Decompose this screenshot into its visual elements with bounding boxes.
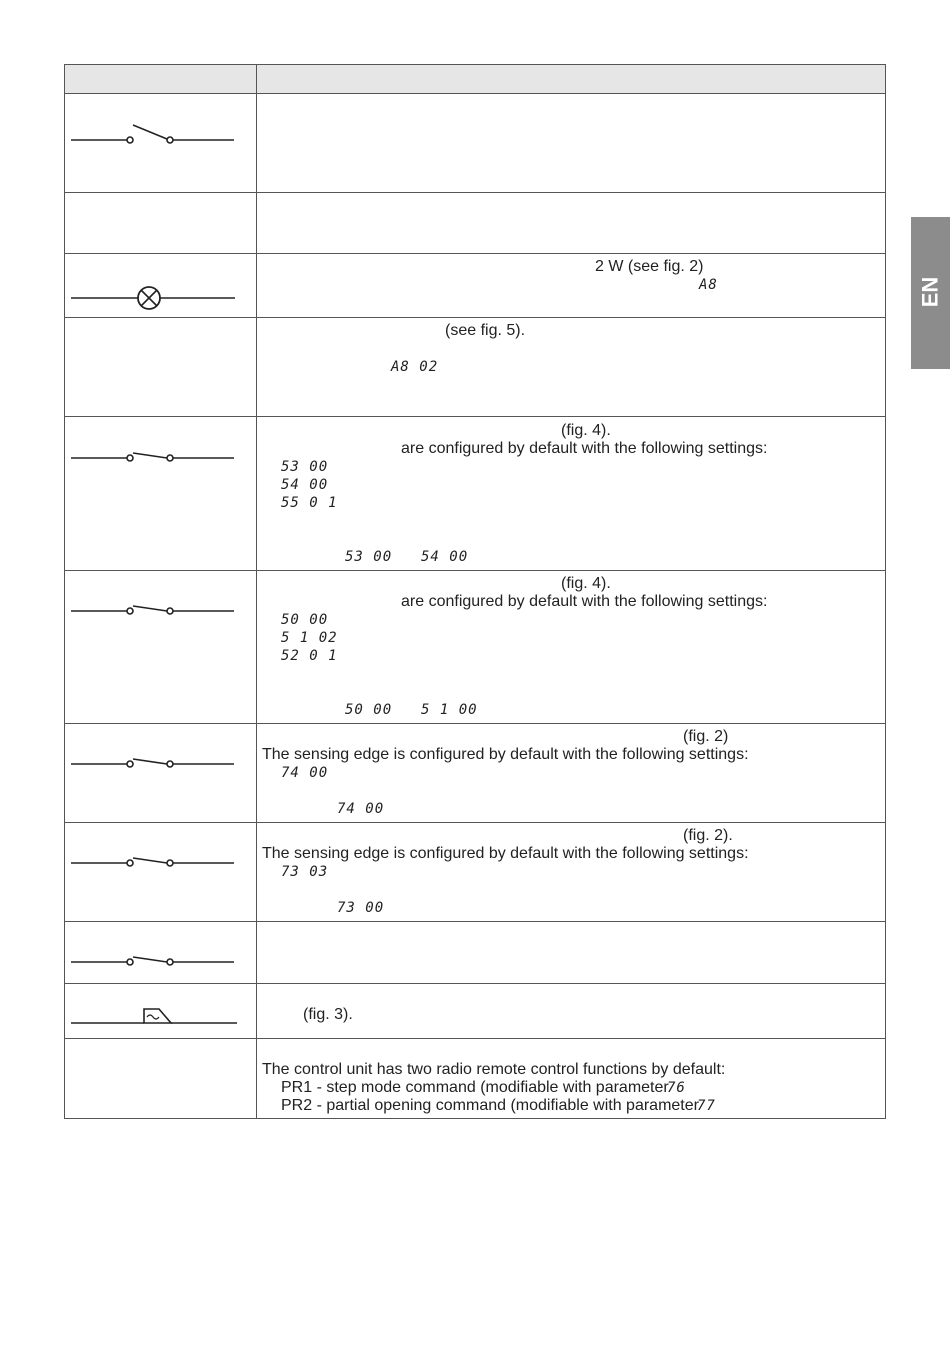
table-row [65, 253, 885, 317]
language-tab [911, 217, 950, 369]
description-cell [257, 922, 885, 983]
description-cell [257, 724, 885, 822]
fig-ref-text: (fig. 2). [683, 827, 733, 844]
param-code: 50 00 [281, 612, 329, 628]
pr1-text: PR1 - step mode command (modifiable with parameter [281, 1079, 669, 1096]
default-settings-text: are configured by default with the following settings: [401, 440, 768, 457]
fig-ref-text: (fig. 3). [303, 1006, 353, 1023]
description-cell [257, 1039, 885, 1118]
description-cell [257, 984, 885, 1038]
lamp-power-text: 2 W (see fig. 2) [595, 258, 704, 275]
param-code: 5 1 02 [281, 630, 338, 646]
param-code: 52 0 1 [281, 648, 338, 664]
param-code: 50 00 [345, 702, 393, 718]
param-code: 5 1 00 [421, 702, 478, 718]
header-col-description [257, 65, 885, 93]
param-code: 53 00 [345, 549, 393, 565]
symbol-cell [65, 417, 257, 570]
switch-closed-icon [65, 823, 257, 922]
connection-table [64, 64, 886, 1119]
description-cell [257, 254, 885, 317]
table-row [65, 416, 885, 570]
description-cell [257, 193, 885, 253]
symbol-cell [65, 724, 257, 822]
symbol-cell [65, 984, 257, 1038]
table-row [65, 921, 885, 983]
fig-ref-text: (see fig. 5). [445, 322, 526, 339]
param-code: 73 03 [281, 864, 329, 880]
param-code: 54 00 [281, 477, 329, 493]
default-settings-text: are configured by default with the following settings: [401, 593, 768, 610]
table-row [65, 93, 885, 192]
fig-ref-text: (fig. 4). [561, 422, 611, 439]
switch-closed-icon [65, 922, 257, 984]
header-col-symbol [65, 65, 257, 93]
lamp-icon [65, 254, 257, 318]
language-label: EN [917, 276, 943, 308]
table-row [65, 1038, 885, 1118]
switch-closed-icon [65, 724, 257, 823]
pr2-text: PR2 - partial opening command (modifiable with parameter [281, 1097, 699, 1114]
symbol-cell [65, 254, 257, 317]
param-code: 74 00 [337, 801, 385, 817]
description-cell [257, 94, 885, 192]
radio-intro-text: The control unit has two radio remote control functions by default: [262, 1061, 726, 1078]
param-code: 55 0 1 [281, 495, 338, 511]
table-row [65, 723, 885, 822]
param-code: A8 02 [391, 359, 439, 375]
sensing-edge-icon [65, 984, 257, 1039]
table-row [65, 983, 885, 1038]
switch-open-icon [65, 94, 257, 193]
table-row [65, 570, 885, 723]
description-cell [257, 417, 885, 570]
param-code: A8 [699, 277, 718, 293]
symbol-cell [65, 571, 257, 723]
sensing-edge-text: The sensing edge is configured by default with the following settings: [262, 746, 749, 763]
table-row [65, 822, 885, 921]
symbol-cell [65, 193, 257, 253]
param-code: 76 [667, 1080, 686, 1096]
param-code: 54 00 [421, 549, 469, 565]
fig-ref-text: (fig. 4). [561, 575, 611, 592]
symbol-cell [65, 318, 257, 416]
switch-closed-icon [65, 571, 257, 724]
table-header [65, 65, 885, 93]
param-code: 53 00 [281, 459, 329, 475]
symbol-cell [65, 922, 257, 983]
description-cell [257, 823, 885, 921]
fig-ref-text: (fig. 2) [683, 728, 729, 745]
sensing-edge-text: The sensing edge is configured by default with the following settings: [262, 845, 749, 862]
table-row [65, 192, 885, 253]
symbol-cell [65, 1039, 257, 1118]
symbol-cell [65, 823, 257, 921]
param-code: 77 [697, 1098, 716, 1114]
description-cell [257, 571, 885, 723]
param-code: 73 00 [337, 900, 385, 916]
description-cell [257, 318, 885, 416]
param-code: 74 00 [281, 765, 329, 781]
table-row [65, 317, 885, 416]
switch-closed-icon [65, 417, 257, 571]
symbol-cell [65, 94, 257, 192]
